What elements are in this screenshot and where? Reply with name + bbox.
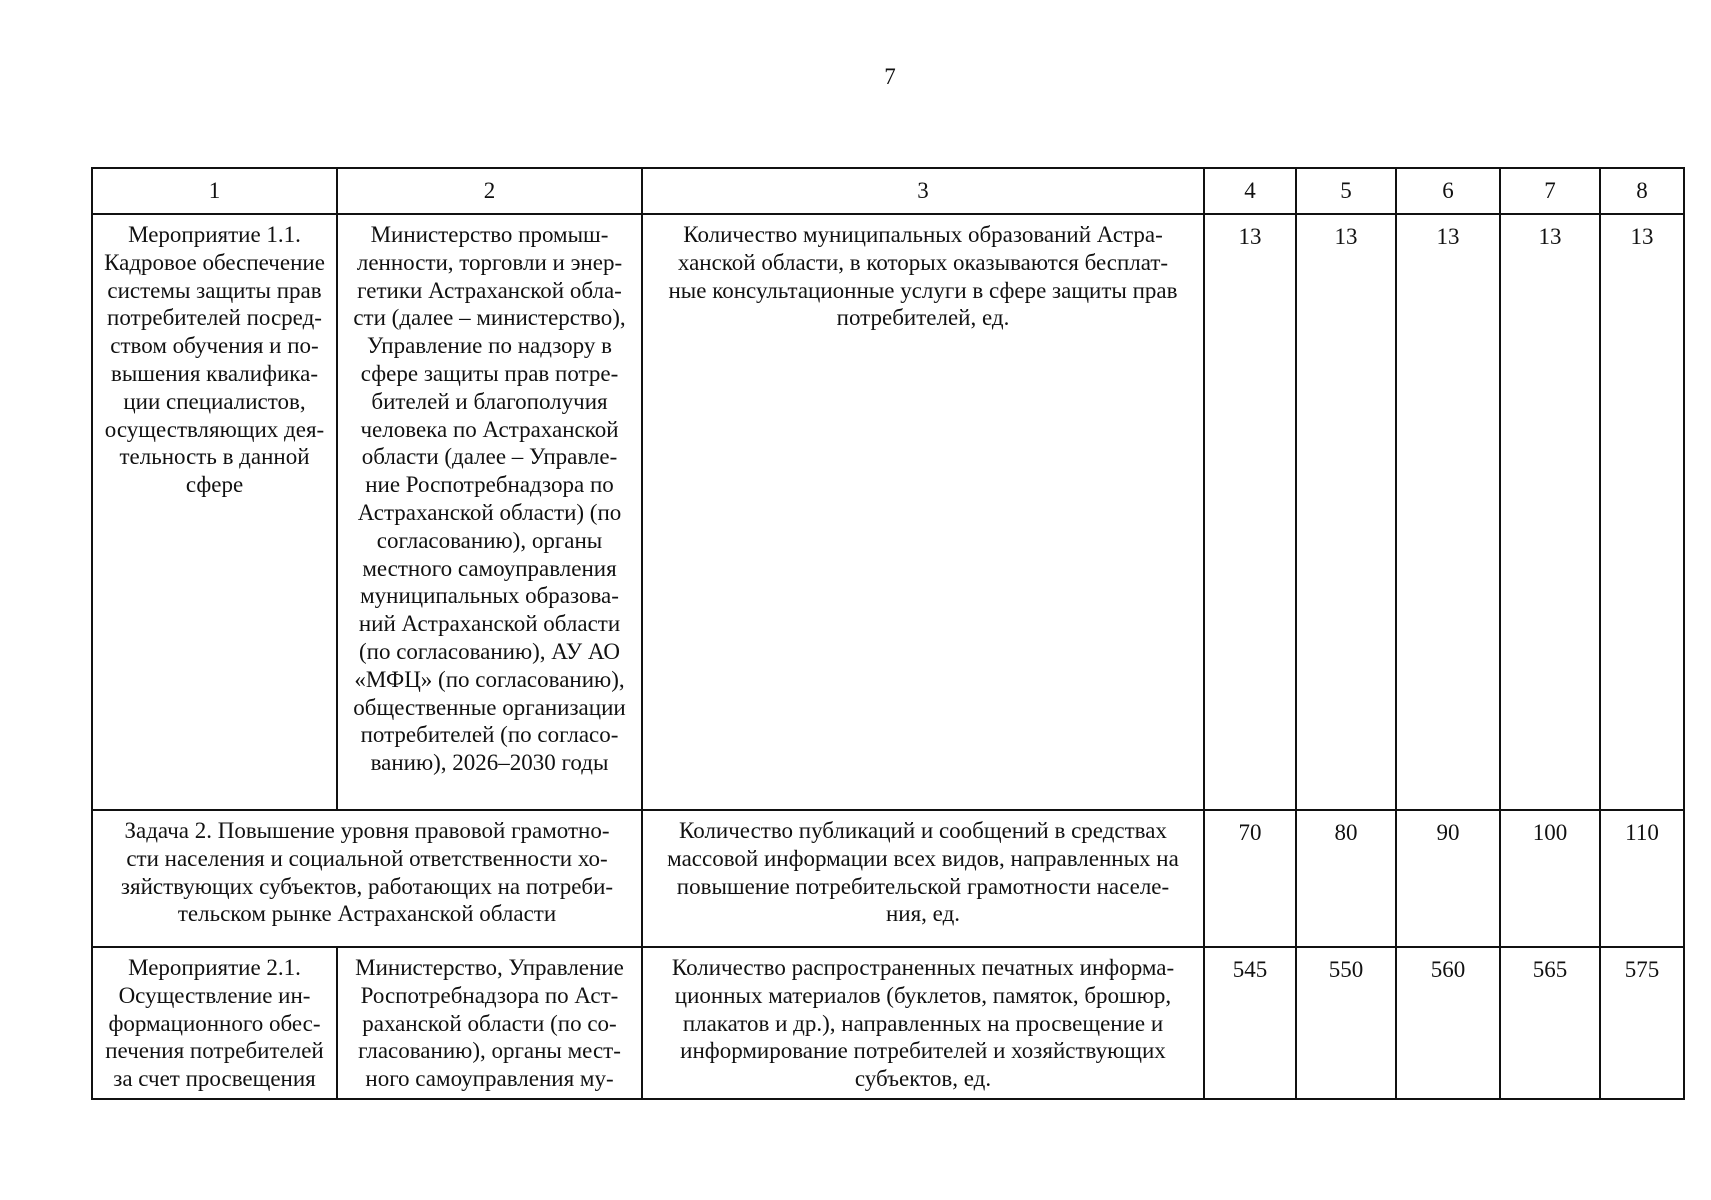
value-cell: 80 [1296,810,1396,947]
executors-cell [337,214,642,810]
table-row [92,214,1684,810]
value-cell: 100 [1500,810,1600,947]
task-text: Задача 2. Повышение уровня правовой грамотно- сти населения и социальной ответственности хо- зяйствующих субъектов, работающих на потреби- тельском рынке Астраханской области [120,818,614,927]
value-cell: 90 [1396,810,1500,947]
header-cell: 8 [1600,168,1684,214]
measure-cell [92,947,337,1099]
indicator-cell [642,947,1204,1099]
header-cell: 1 [92,168,337,214]
header-cell: 3 [642,168,1204,214]
value-cell: 560 [1396,947,1500,1099]
indicator-text: Количество публикаций и сообщений в средствах массовой информации всех видов, направленных на повышение потребительской грамотности населе- ния, ед. [667,818,1179,927]
value-cell: 70 [1204,810,1296,947]
indicator-text: Количество распространенных печатных информа- ционных материалов (буклетов, памяток, брошюр, плакатов и др.), направленных на просвещение и информирование потребителей и хозяйствующих субъектов, ед. [671,955,1175,1092]
table-row [92,947,1684,1099]
executors-text: Министерство, Управление Роспотребнадзора по Аст- раханской области (по со- гласованию), органы мест- ного самоуправления му- [355,955,624,1092]
value-cell: 13 [1500,214,1600,810]
value-cell: 13 [1600,214,1684,810]
value-cell: 13 [1396,214,1500,810]
header-cell: 5 [1296,168,1396,214]
header-cell: 2 [337,168,642,214]
indicator-cell [642,214,1204,810]
value-cell: 110 [1600,810,1684,947]
indicators-table [91,167,1685,1100]
page-number: 7 [884,64,896,89]
executors-cell [337,947,642,1099]
measure-cell [92,214,337,810]
value-cell: 545 [1204,947,1296,1099]
table-header-row [92,168,1684,214]
executors-text: Министерство промыш- ленности, торговли и энер- гетики Астраханской обла- сти (далее – министерство), Управление по надзору в сфере защиты прав потре- бителей и благополучия человека по Астраханской области (далее – Управле- ние Роспотребнадзора по Астраханской области) (по согласованию), органы местного самоуправления муниципальных образова- ний Астраханской области (по согласованию), АУ АО «МФЦ» (по согласованию), общественные организации потребителей (по согласо- ванию), 2026–2030 годы [353,222,626,776]
value-cell: 550 [1296,947,1396,1099]
value-cell: 575 [1600,947,1684,1099]
indicator-cell [642,810,1204,947]
value-cell: 565 [1500,947,1600,1099]
task-cell [92,810,642,947]
measure-text: Мероприятие 1.1. Кадровое обеспечение системы защиты прав потребителей посред- ством обучения и по- вышения квалифика- ции специалистов, осуществляющих дея- тельность в данной сфере [104,222,325,498]
value-cell: 13 [1296,214,1396,810]
table-row [92,810,1684,947]
indicator-text: Количество муниципальных образований Астра- ханской области, в которых оказываются бесплат- ные консультационные услуги в сфере защиты прав потребителей, ед. [668,222,1178,331]
value-cell: 13 [1204,214,1296,810]
header-cell: 7 [1500,168,1600,214]
measure-text: Мероприятие 2.1. Осуществление ин- формационного обес- печения потребителей за счет просвещения [105,955,324,1092]
header-cell: 6 [1396,168,1500,214]
header-cell: 4 [1204,168,1296,214]
